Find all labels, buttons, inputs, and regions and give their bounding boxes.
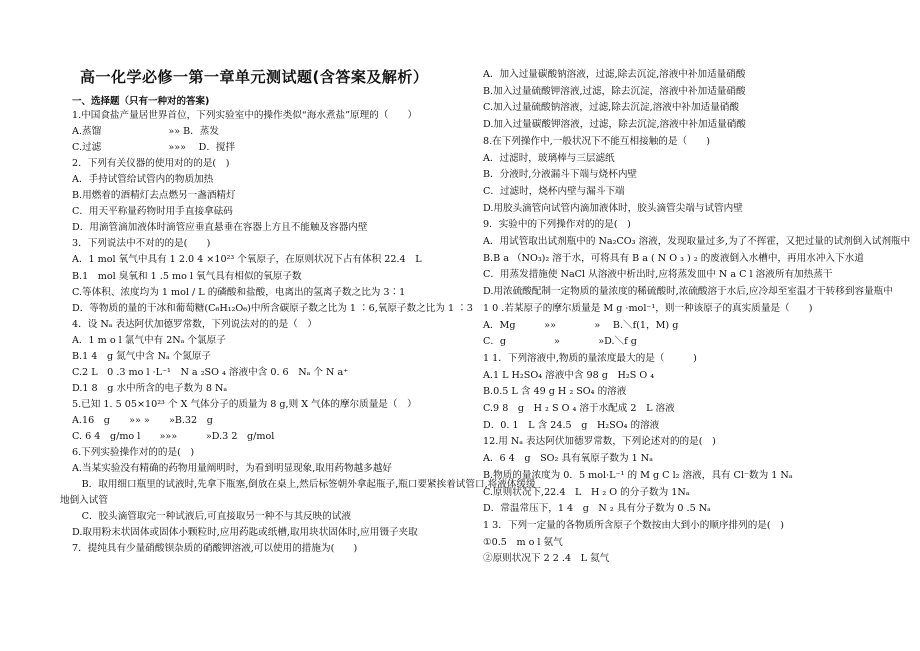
question-line: D.用浓硫酸配制一定物质的量浓度的稀硫酸时,浓硫酸溶于水后,应冷却至室温才干转移到容量瓶中: [483, 286, 893, 298]
question-line: B.加入过量硫酸钾溶液,过滤，除去沉淀，溶液中补加适量硝酸: [483, 85, 746, 97]
question-line: 1 3．下列一定量的各物质所含原子个数按由大到小的顺序排列的是( ): [483, 519, 784, 531]
question-line: A.1 L H₂SO₄ 溶液中含 98 g H₂S O ₄: [483, 369, 655, 381]
question-line: C.原则状况下,22.4 L H ₂ O 的分子数为 1Nₐ: [483, 486, 690, 498]
question-line: 7．提纯具有少量硝酸钡杂质的硝酸钾溶液,可以使用的措施为( ): [72, 543, 358, 555]
question-line: C．用蒸发措施使 NaCl 从溶液中析出时,应将蒸发皿中 N a C l 溶液所有加热蒸干: [483, 269, 833, 281]
question-line: A．1 mol 氧气中具有 1 2.0 4 ×10²³ 个氧原子，在原则状况下占有体积 22.4 L: [72, 254, 422, 266]
question-line: D．0. 1 L 含 24.5 g H₂SO₄ 的溶液: [483, 419, 660, 431]
question-line: 地倒入试管: [60, 495, 108, 507]
question-line: D．等物质的量的干冰和葡萄糖(C₆H₁₂O₆)中所含碳原子数之比为 1 ∶6,氧原子数之比为 1 ∶3: [72, 302, 473, 314]
question-line: D.用胶头滴管向试管内滴加液体时，胶头滴管尖端与试管内壁: [483, 202, 743, 214]
question-line: C. 6 4 g/mo l »»» »D.3 2 g/mol: [72, 431, 275, 442]
question-line: D.1 8 g 水中所含的电子数为 8 Nₐ: [72, 382, 228, 394]
question-line: A.当某实验没有精确的药物用量阐明时，为看到明显现象,取用药物越多越好: [72, 463, 393, 475]
question-line: C．用天平称量药物时用手直接拿砝码: [72, 206, 233, 218]
section-heading: 一、选择题（只有一种对的答案): [72, 96, 210, 107]
question-line: D.加入过量碳酸钾溶液，过滤，除去沉淀,溶液中补加适量硝酸: [483, 119, 746, 131]
question-line: 1 1．下列溶液中,物质的量浓度最大的是（ ): [483, 352, 697, 364]
question-line: B.1 mol 臭氧和 1 .5 mo l 氧气具有相似的氧原子数: [72, 270, 302, 282]
question-line: C.加入过量硫酸钠溶液，过滤,除去沉淀,溶液中补加适量硝酸: [483, 102, 739, 114]
page-title: 高一化学必修一第一章单元测试题(含答案及解析）: [80, 68, 429, 86]
question-line: C.过滤 »»» D．搅拌: [72, 142, 236, 154]
question-line: D．用滴管滴加液体时滴管应垂直悬垂在容器上方且不能触及容器内壁: [72, 222, 368, 234]
question-line: C.9 8 g H ₂ S O ₄ 溶于水配成 2 L 溶液: [483, 403, 675, 414]
question-line: B.B a （NO₃)₂ 溶于水，可将具有 B a ( N O ₃ ) ₂ 的废液倒入水槽中，再用水冲入下水道: [483, 252, 864, 264]
question-line: 3．下列说法中不对的的是( ): [72, 238, 211, 250]
question-line: 1.中国食盐产量居世界首位，下列实验室中的操作类似“海水煮盐”原理的（ ）: [72, 110, 418, 121]
question-line: D.取用粉末状固体或固体小颗粒时,应用药匙或纸槽,取用块状固体时,应用镊子夹取: [72, 527, 418, 539]
question-line: 1 0 .若某原子的摩尔质量是 M g ·mol⁻¹，则一种该原子的真实质量是（ ): [483, 302, 813, 314]
question-line: C．g » »D.＼f g: [483, 336, 637, 348]
question-line: A．过滤时，玻璃棒与三层滤纸: [483, 152, 615, 164]
question-line: C．过滤时，烧杯内壁与漏斗下端: [483, 185, 625, 197]
question-line: B．分液时,分液漏斗下端与烧杯内壁: [483, 169, 638, 181]
question-line: 8.在下列操作中,一般状况下不能互相接触的是（ ): [483, 135, 711, 147]
question-line: C.2 L 0 .3 mo l ·L⁻¹ N a ₂SO ₄ 溶液中含 0. 6 Nₐ 个 N a⁺: [72, 366, 349, 378]
question-line: ②原则状况下 2 2 .4 L 氦气: [483, 553, 610, 565]
question-line: 9．实验中的下列操作对的的是( ): [483, 219, 631, 231]
question-line: A.蒸馏 »» B．蒸发: [72, 126, 219, 138]
question-line: A．手持试管给试管内的物质加热: [72, 174, 214, 186]
question-line: A．1 m o l 氯气中有 2Nₐ 个氯原子: [72, 334, 226, 346]
question-line: A.16 g »» » »B.32 g: [72, 414, 213, 426]
question-line: A．加入过量碳酸钠溶液，过滤,除去沉淀,溶液中补加适量硝酸: [483, 69, 746, 80]
question-line: B.0.5 L 含 49 g H ₂ SO₄ 的溶液: [483, 386, 627, 398]
question-line: C．胶头滴管取完一种试液后,可直接取另一种不与其反映的试液: [72, 511, 352, 523]
question-line: B.用燃着的酒精灯去点燃另一盏酒精灯: [72, 190, 236, 202]
question-line: A．用试管取出试剂瓶中的 Na₂CO₃ 溶液，发现取量过多,为了不挥霍，又把过量的试剂倒入试剂瓶中: [483, 236, 911, 247]
question-line: 12.用 Nₐ 表达阿伏加德罗常数，下列论述对的的是( ): [483, 436, 716, 448]
question-line: D．常温常压下，1 4 g N ₂ 具有分子数为 0 .5 Nₐ: [483, 503, 711, 515]
question-line: 5.已知 1. 5 05×10²³ 个 X 气体分子的质量为 8 g,则 X 气体的摩尔质量是（ ）: [72, 398, 417, 410]
question-line: B．取用细口瓶里的试液时,先拿下瓶塞,倒放在桌上,然后标签朝外拿起瓶子,瓶口要紧挨着试管口,将液体缓缓: [72, 479, 536, 491]
question-line: 4．设 Nₐ 表达阿伏加德罗常数，下列说法对的的是（ ）: [72, 318, 317, 330]
question-line: 6.下列实验操作对的的是( ): [72, 447, 195, 459]
question-line: A．Mg »» » B.＼f(1，M) g: [483, 319, 679, 331]
question-line: A．6 4 g SO₂ 具有氧原子数为 1 Nₐ: [483, 453, 653, 465]
question-line: B.物质的量浓度为 0．5 mol·L⁻¹ 的 M g C l₂ 溶液，具有 Cl⁻数为 1 Nₐ: [483, 469, 793, 481]
question-line: B.1 4 g 氮气中含 Nₐ 个氮原子: [72, 350, 212, 362]
question-line: ①0.5 m o l 氨气: [483, 536, 563, 548]
question-line: C.等体积、浓度均为 1 mol / L 的磷酸和盐酸，电离出的氢离子数之比为 3∶1: [72, 286, 406, 298]
question-line: 2．下列有关仪器的使用对的的是( ): [72, 158, 230, 170]
